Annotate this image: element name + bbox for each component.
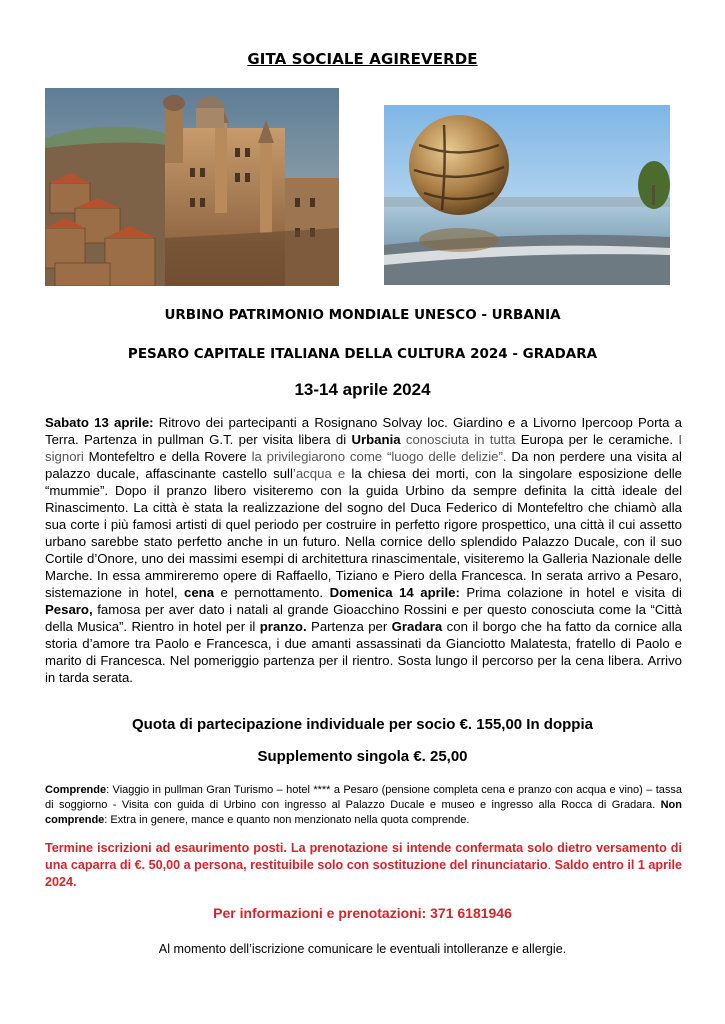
program-text: Ritrovo dei partecipanti a Rosignano Solvay loc. Giardino e a Livorno Ipercoop Porta a Terra. Partenza in pullman G.T. per visita libera di — [45, 415, 682, 447]
pesaro-name: Pesaro, — [45, 602, 93, 617]
allergy-note: Al momento dell’iscrizione comunicare le eventuali intolleranze e allergie. — [158, 942, 567, 956]
subtitle-urbino: URBINO PATRIMONIO MONDIALE UNESCO - URBANIA — [164, 307, 561, 323]
urbania-name: Urbania — [351, 432, 401, 447]
program-description — [45, 414, 682, 686]
program-text: I signori — [45, 432, 682, 464]
program-text: famosa per aver dato i natali al grande Gioacchino Rossini e per questo conosciuta come la “Città della Musica”. Rientro in hotel per il — [45, 602, 682, 634]
program-text: la chiesa dei morti, con la singolare esposizione delle “mummie”. Dopo il pranzo libero visiteremo con la guida Urbino da sempre definita la città ideale del Rinascimento. La città è stata la realizzazione del sogno del Duca Federico di Montefeltro che chiamò alla sua corte i più famosi artisti di quel periodo per costruire in perfetto rigore prospettico, una città il cui assetto urbano sarebbe stato perfetto anche in un futuro. Nella cornice dello splendido Palazzo Ducale, con il suo Cortile d’Onore, uno dei massimi esempi di architettura rinascimentale, visiteremo la Galleria Nazionale delle Marche. In essa ammireremo opere di Raffaello, Tiziano e Piero della Francesca. In serata arrivo a Pesaro, sistemazione in hotel, — [45, 466, 683, 600]
balance-deadline: Saldo entro il 1 aprile 2024. — [45, 858, 682, 889]
not-includes-label: Non comprende — [45, 799, 682, 826]
day1-label: Sabato 13 aprile: — [45, 415, 154, 430]
flyer-title: GITA SOCIALE AGIREVERDE — [247, 50, 478, 68]
urbino-palace-photo — [45, 88, 339, 286]
includes-text: : Viaggio in pullman Gran Turismo – hotel **** a Pesaro (pensione completa cena e pranzo con acqua e vino) – tassa di soggiorno - Visita con guida di Urbino con ingresso al Palazzo Ducale e museo e ingresso alla Rocca di Gradara. — [45, 784, 682, 811]
program-text: Montefeltro e della Rovere — [88, 449, 247, 464]
pesaro-sphere-photo — [384, 105, 670, 285]
day2-label: Domenica 14 aprile: — [329, 585, 460, 600]
program-text: Da non perdere una visita al palazzo ducale, affascinante castello sull — [45, 449, 682, 481]
contact-info: Per informazioni e prenotazioni: 371 6181946 — [213, 905, 512, 921]
trip-date: 13-14 aprile 2024 — [294, 380, 431, 399]
program-text: e pernottamento. — [214, 585, 330, 600]
terms-text: Termine iscrizioni ad esaurimento posti. La prenotazione si intende confermata solo dietro versamento di una caparra di €. 50,00 a persona, restituibile solo con sostituzione del rinunciatario — [45, 841, 682, 872]
terms-punct: . — [547, 858, 555, 872]
lunch-label: pranzo. — [259, 619, 307, 634]
program-text: la privilegiarono come “luogo delle delizie”. — [246, 449, 507, 464]
gradara-name: Gradara — [391, 619, 443, 634]
supplement-line: Supplemento singola €. 25,00 — [257, 748, 468, 765]
program-text: Partenza per — [306, 619, 392, 634]
subtitle-pesaro: PESARO CAPITALE ITALIANA DELLA CULTURA 2024 - GRADARA — [127, 346, 598, 362]
includes-label: Comprende — [45, 784, 107, 796]
price-line: Quota di partecipazione individuale per socio €. 155,00 In doppia — [132, 716, 593, 733]
program-text: ’acqua e — [292, 466, 346, 481]
includes-section — [45, 783, 682, 828]
not-includes-text: : Extra in genere, mance e quanto non menzionato nella quota comprende. — [104, 814, 470, 826]
program-text: Prima colazione in hotel e visita di — [459, 585, 682, 600]
program-text: Europa per le ceramiche. — [520, 432, 674, 447]
dinner-label: cena — [183, 585, 215, 600]
program-text: con il borgo che ha fatto da cornice alla storia d’amore tra Paolo e Francesca, i due amanti assassinati da Gianciotto Malatesta, fratello di Paolo e marito di Francesca. Nel pomeriggio partenza per il rientro. Sosta lungo il percorso per la cena libera. Arrivo in tarda serata. — [45, 619, 682, 685]
booking-terms — [45, 840, 682, 891]
program-text: conosciuta in tutta — [400, 432, 521, 447]
